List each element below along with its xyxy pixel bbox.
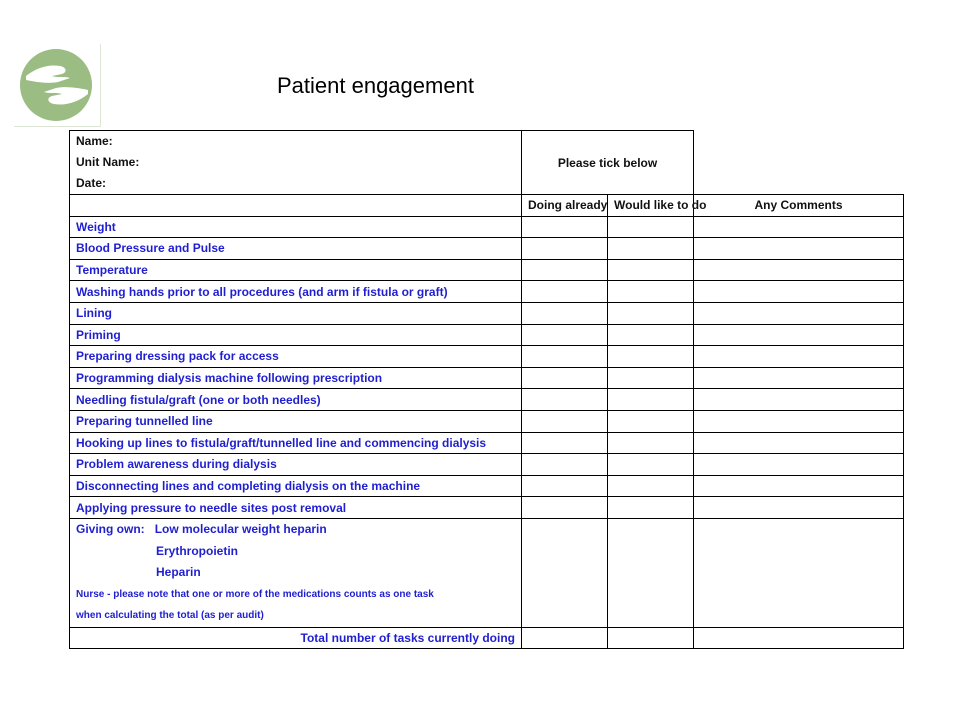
would-like-to-do-cell[interactable]: [608, 238, 694, 260]
doing-already-cell[interactable]: [522, 238, 608, 260]
any-comments-header: Any Comments: [694, 195, 904, 217]
comments-cell[interactable]: [694, 475, 904, 497]
task-label: Priming: [70, 324, 522, 346]
would-like-to-do-cell[interactable]: [608, 410, 694, 432]
comments-cell[interactable]: [694, 410, 904, 432]
would-like-to-do-cell[interactable]: [608, 518, 694, 627]
comments-cell[interactable]: [694, 216, 904, 238]
would-like-to-do-cell[interactable]: [608, 432, 694, 454]
doing-already-cell[interactable]: [522, 302, 608, 324]
doing-already-header: Doing already: [522, 195, 608, 217]
patient-engagement-form: [69, 130, 904, 649]
task-row: [70, 281, 904, 303]
comments-cell[interactable]: [694, 346, 904, 368]
total-tasks-label: Total number of tasks currently doing: [70, 627, 522, 649]
doing-already-cell[interactable]: [522, 216, 608, 238]
doing-already-cell[interactable]: [522, 367, 608, 389]
would-like-to-do-cell[interactable]: [608, 454, 694, 476]
task-row: [70, 454, 904, 476]
hands-logo-icon: [18, 46, 98, 124]
would-like-to-do-cell[interactable]: [608, 259, 694, 281]
task-row: [70, 367, 904, 389]
doing-already-cell[interactable]: [522, 432, 608, 454]
doing-already-cell[interactable]: [522, 518, 608, 627]
task-row: [70, 410, 904, 432]
would-like-to-do-cell[interactable]: [608, 497, 694, 519]
total-comments-cell[interactable]: [694, 627, 904, 649]
task-label: Preparing dressing pack for access: [70, 346, 522, 368]
task-row: [70, 497, 904, 519]
total-would-like-to-do-cell[interactable]: [608, 627, 694, 649]
would-like-to-do-cell[interactable]: [608, 302, 694, 324]
doing-already-cell[interactable]: [522, 497, 608, 519]
task-row: [70, 238, 904, 260]
giving-own-cell: [70, 518, 522, 627]
blank-header-cell: [70, 195, 522, 217]
slide-title: Patient engagement: [277, 73, 474, 98]
task-row: [70, 216, 904, 238]
med-heparin: Heparin: [156, 565, 201, 580]
med-lmw-heparin: Low molecular weight heparin: [154, 521, 327, 536]
doing-already-cell[interactable]: [522, 454, 608, 476]
form-header-row: [70, 131, 904, 195]
task-row: [70, 259, 904, 281]
task-label: Weight: [70, 216, 522, 238]
task-row: [70, 302, 904, 324]
would-like-to-do-cell[interactable]: [608, 216, 694, 238]
would-like-to-do-cell[interactable]: [608, 389, 694, 411]
would-like-to-do-cell[interactable]: [608, 346, 694, 368]
task-label: Lining: [70, 302, 522, 324]
date-field-label: Date:: [76, 176, 107, 190]
comments-cell[interactable]: [694, 367, 904, 389]
doing-already-cell[interactable]: [522, 475, 608, 497]
doing-already-cell[interactable]: [522, 324, 608, 346]
total-row: [70, 627, 904, 649]
would-like-to-do-header: Would like to do: [608, 195, 694, 217]
total-doing-already-cell[interactable]: [522, 627, 608, 649]
task-label: Disconnecting lines and completing dialysis on the machine: [70, 475, 522, 497]
comments-cell[interactable]: [694, 432, 904, 454]
comments-cell[interactable]: [694, 281, 904, 303]
task-label: Temperature: [70, 259, 522, 281]
would-like-to-do-cell[interactable]: [608, 475, 694, 497]
task-label: Programming dialysis machine following prescription: [70, 367, 522, 389]
header-fields-cell: [70, 131, 522, 195]
doing-already-cell[interactable]: [522, 259, 608, 281]
comments-cell[interactable]: [694, 497, 904, 519]
comments-cell[interactable]: [694, 324, 904, 346]
task-label: Problem awareness during dialysis: [70, 454, 522, 476]
giving-own-label: Giving own:: [76, 521, 145, 536]
task-row: [70, 324, 904, 346]
doing-already-cell[interactable]: [522, 389, 608, 411]
comments-cell[interactable]: [694, 238, 904, 260]
task-row: [70, 475, 904, 497]
task-label: Preparing tunnelled line: [70, 410, 522, 432]
column-header-row: [70, 195, 904, 217]
comments-cell[interactable]: [694, 454, 904, 476]
med-erythropoietin: Erythropoietin: [156, 543, 239, 558]
would-like-to-do-cell[interactable]: [608, 281, 694, 303]
doing-already-cell[interactable]: [522, 346, 608, 368]
task-label: Needling fistula/graft (one or both needles): [70, 389, 522, 411]
task-row: [70, 432, 904, 454]
task-row: [70, 389, 904, 411]
nurse-note-line-1: Nurse - please note that one or more of the medications counts as one task: [76, 588, 434, 600]
task-label: Hooking up lines to fistula/graft/tunnelled line and commencing dialysis: [70, 432, 522, 454]
comments-cell[interactable]: [694, 259, 904, 281]
comments-cell[interactable]: [694, 389, 904, 411]
logo-frame: [14, 44, 101, 127]
task-label: Applying pressure to needle sites post removal: [70, 497, 522, 519]
nurse-note-line-2: when calculating the total (as per audit): [76, 610, 264, 622]
unit-name-field-label: Unit Name:: [76, 155, 140, 169]
please-tick-header: Please tick below: [522, 131, 694, 195]
would-like-to-do-cell[interactable]: [608, 324, 694, 346]
comments-cell[interactable]: [694, 302, 904, 324]
doing-already-cell[interactable]: [522, 281, 608, 303]
would-like-to-do-cell[interactable]: [608, 367, 694, 389]
comments-cell[interactable]: [694, 518, 904, 627]
doing-already-cell[interactable]: [522, 410, 608, 432]
task-label: Blood Pressure and Pulse: [70, 238, 522, 260]
giving-own-row: [70, 518, 904, 627]
task-row: [70, 346, 904, 368]
blank-corner-cell: [694, 131, 904, 195]
task-label: Washing hands prior to all procedures (and arm if fistula or graft): [70, 281, 522, 303]
name-field-label: Name:: [76, 134, 113, 148]
